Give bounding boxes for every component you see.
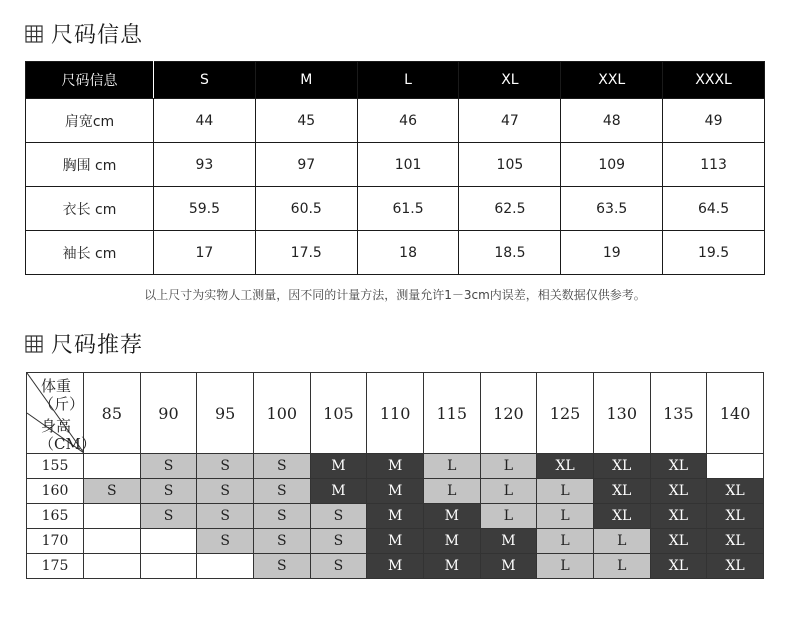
measurement-value: 109 [561,143,663,187]
measurement-value: 46 [357,99,459,143]
measurement-value: 19 [561,231,663,275]
size-cell: S [197,529,254,554]
weight-header: 95 [197,373,254,454]
measurement-value: 59.5 [154,187,256,231]
size-cell: L [537,504,594,529]
size-cell: XL [707,554,764,579]
size-cell: M [423,554,480,579]
size-cell: XL [593,479,650,504]
table-row [26,143,765,187]
size-cell: S [140,454,197,479]
weight-unit: （斤） [39,395,85,413]
size-cell: L [537,529,594,554]
size-cell: S [84,479,141,504]
measurement-value: 48 [561,99,663,143]
height-label: 身高 [41,417,72,435]
size-cell: S [197,479,254,504]
measurement-value: 61.5 [357,187,459,231]
size-cell: XL [593,504,650,529]
size-cell: M [423,529,480,554]
size-cell: S [253,529,310,554]
weight-header: 125 [537,373,594,454]
section-title-text: 尺码信息 [51,23,144,48]
measurement-value: 101 [357,143,459,187]
size-table-header: S [154,62,256,99]
size-table-header: XXXL [663,62,765,99]
size-cell: M [423,504,480,529]
measurement-value: 18.5 [459,231,561,275]
measurement-value: 49 [663,99,765,143]
height-value: 160 [27,479,84,504]
size-cell: XL [707,479,764,504]
size-cell: S [310,554,367,579]
size-cell: XL [593,454,650,479]
size-cell: S [253,479,310,504]
size-cell: XL [650,479,707,504]
size-cell: L [537,479,594,504]
grid-icon [25,335,43,353]
size-cell: S [253,554,310,579]
size-cell: M [480,529,537,554]
size-cell [84,554,141,579]
measurement-value: 105 [459,143,561,187]
measurement-value: 19.5 [663,231,765,275]
table-row [27,454,764,479]
weight-label: 体重 [41,377,72,395]
size-info-table [25,61,765,275]
size-cell: S [197,454,254,479]
height-value: 175 [27,554,84,579]
measurement-value: 17.5 [255,231,357,275]
size-table-header: 尺码信息 [26,62,154,99]
weight-header: 140 [707,373,764,454]
table-row [27,479,764,504]
measurement-value: 93 [154,143,256,187]
size-cell: L [537,554,594,579]
size-cell: M [310,454,367,479]
table-row [27,504,764,529]
section-title-size-info [25,18,143,49]
size-cell: S [197,504,254,529]
size-cell: L [593,529,650,554]
measurement-label: 袖长 cm [26,231,154,275]
measurement-value: 44 [154,99,256,143]
size-cell [84,454,141,479]
weight-header: 120 [480,373,537,454]
table-row [26,99,765,143]
weight-header: 110 [367,373,424,454]
measurement-value: 64.5 [663,187,765,231]
size-cell: M [480,554,537,579]
table-row [27,529,764,554]
size-cell: XL [650,554,707,579]
size-cell: L [480,504,537,529]
size-cell: S [310,529,367,554]
measurement-value: 47 [459,99,561,143]
size-cell: M [367,504,424,529]
measurement-value: 62.5 [459,187,561,231]
size-cell [140,529,197,554]
weight-header-row [27,373,764,454]
table-row [26,187,765,231]
measurement-value: 18 [357,231,459,275]
size-cell: L [480,479,537,504]
weight-header: 90 [140,373,197,454]
size-cell: S [310,504,367,529]
measurement-note: 以上尺寸为实物人工测量，因不同的计量方法，测量允许1－3cm内误差，相关数据仅供参考。 [144,288,646,302]
grid-icon [25,25,43,43]
size-cell [707,454,764,479]
measurement-value: 45 [255,99,357,143]
section-title-size-recommendation [25,328,143,359]
size-cell: L [423,479,480,504]
size-cell: L [593,554,650,579]
measurement-label: 肩宽cm [26,99,154,143]
measurement-label: 胸围 cm [26,143,154,187]
weight-header: 115 [423,373,480,454]
size-cell: XL [707,529,764,554]
measurement-value: 97 [255,143,357,187]
size-cell [84,529,141,554]
measurement-label: 衣长 cm [26,187,154,231]
size-cell: M [367,529,424,554]
measurement-value: 60.5 [255,187,357,231]
size-cell: XL [707,504,764,529]
size-cell: XL [650,504,707,529]
size-cell: S [253,454,310,479]
measurement-value: 17 [154,231,256,275]
size-cell: S [253,504,310,529]
size-cell: XL [537,454,594,479]
size-cell [84,504,141,529]
size-table-header: L [357,62,459,99]
measurement-value: 63.5 [561,187,663,231]
size-table-header: XXL [561,62,663,99]
height-value: 170 [27,529,84,554]
table-row [26,231,765,275]
height-value: 165 [27,504,84,529]
weight-header: 105 [310,373,367,454]
measurement-value: 113 [663,143,765,187]
size-cell: M [367,454,424,479]
size-cell: L [423,454,480,479]
size-table-header: XL [459,62,561,99]
table-row [27,554,764,579]
weight-header: 100 [253,373,310,454]
size-cell: L [480,454,537,479]
size-cell: M [367,554,424,579]
size-cell: M [367,479,424,504]
size-cell: XL [650,454,707,479]
size-table-header: M [255,62,357,99]
size-cell: S [140,504,197,529]
size-recommendation-table [26,372,764,579]
weight-header: 135 [650,373,707,454]
corner-cell [27,373,96,454]
size-cell [197,554,254,579]
size-cell: S [140,479,197,504]
section-title-text: 尺码推荐 [51,333,144,358]
height-value: 155 [27,454,84,479]
size-cell: XL [650,529,707,554]
size-cell: M [310,479,367,504]
height-unit: （CM） [39,435,96,453]
weight-header: 85 [84,373,141,454]
weight-header: 130 [593,373,650,454]
size-cell [140,554,197,579]
size-table-header-row [26,62,765,99]
